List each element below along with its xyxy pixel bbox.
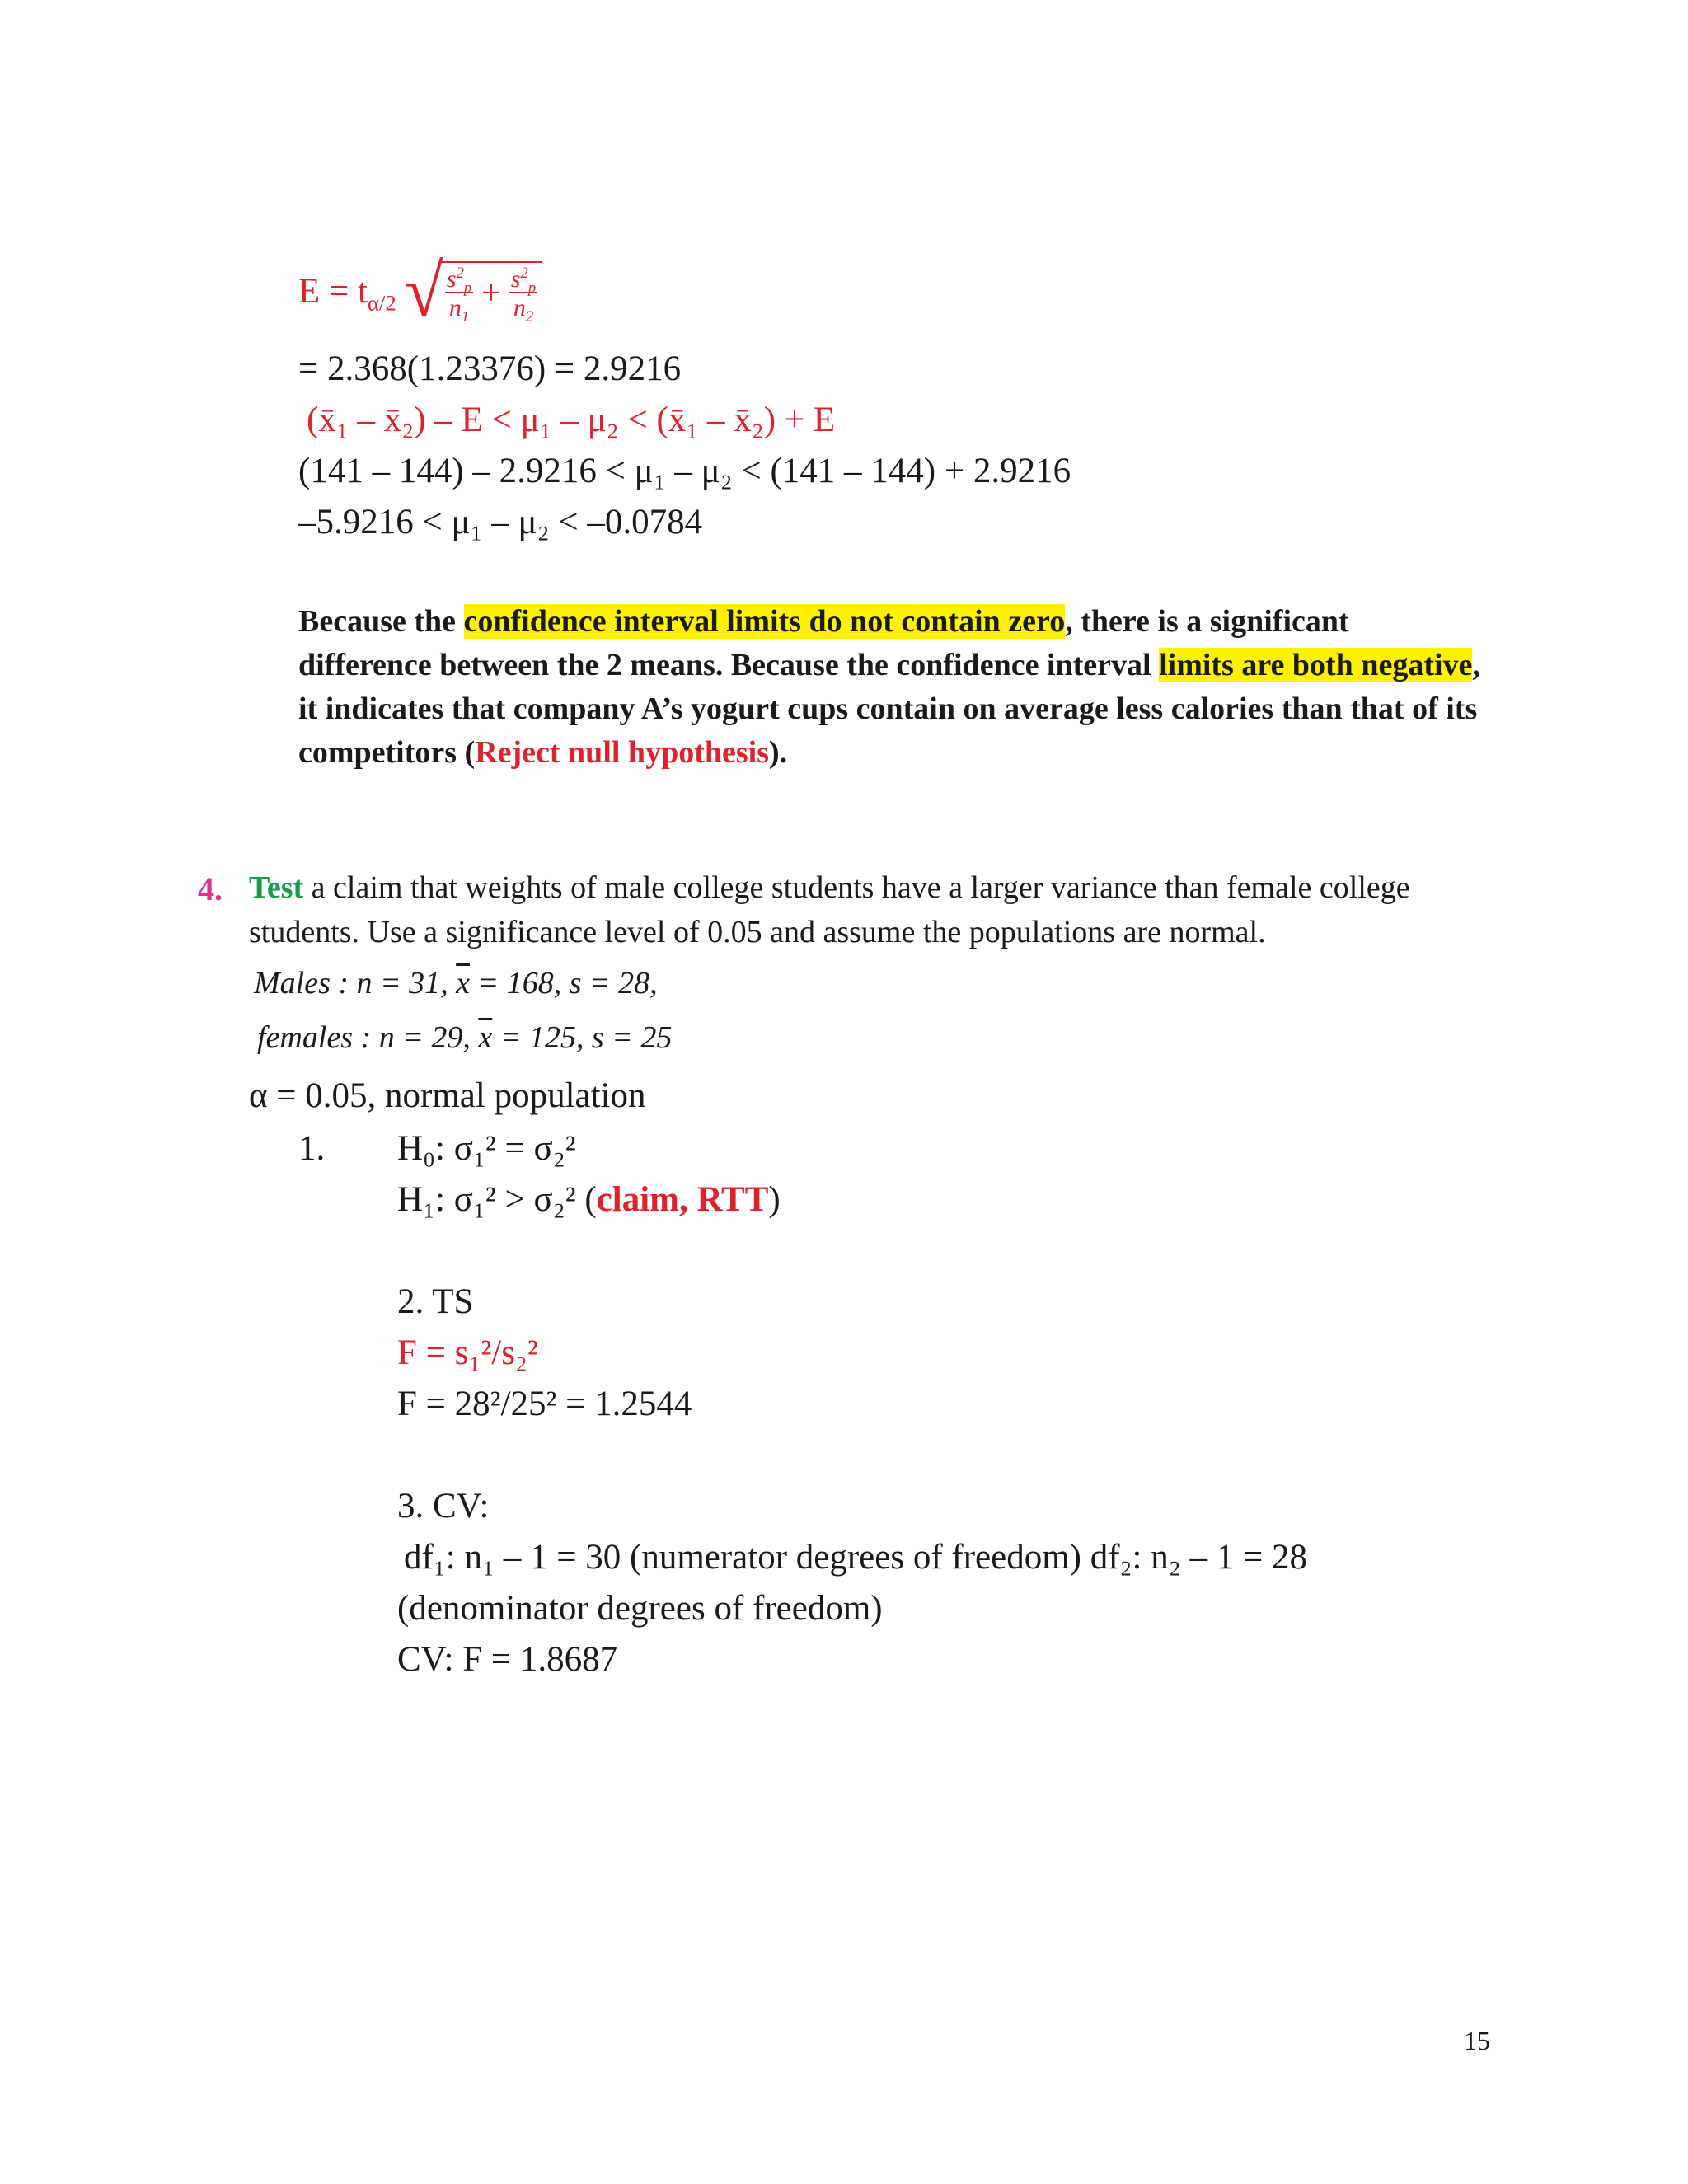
- e-label: $E = t_{\alpha/2}$: [298, 271, 396, 316]
- question-number: 4.: [198, 870, 223, 907]
- ci-result-line: –5.9216 < μ₁ – μ₂ < –0.0784: [298, 503, 703, 541]
- margin-of-error-formula: [298, 249, 542, 333]
- reject-null-text: Reject null hypothesis: [475, 735, 769, 770]
- ts-calculation: F = 28²/25² = 1.2544: [397, 1385, 692, 1423]
- page-number: 15: [1464, 2026, 1490, 2055]
- question-verb: Test: [249, 870, 304, 905]
- alt-hypothesis: H₁: σ₁² > σ₂² (claim, RTT): [397, 1180, 781, 1219]
- females-stats: females : n = 29, $\overline{x} = 125$, s = 25: [257, 1020, 673, 1055]
- step1-number: 1.: [298, 1129, 326, 1168]
- alpha-line: α = 0.05, normal population: [249, 1076, 646, 1115]
- step3-heading: 3. CV:: [397, 1487, 490, 1526]
- highlight-no-zero: confidence interval limits do not contain zero: [463, 604, 1066, 639]
- conclusion-paragraph: Because the confidence interval limits do not contain zero, there is a significant difference between the 2 means. Because the confidence interval limits are both negative, it indicates that company A’s yogurt cups contain on average less calories than that of its competitors (Reject null hypothesis).: [298, 604, 1480, 770]
- ci-general-formula: (x̄₁ – x̄₂) – E < μ₁ – μ₂ < (x̄₁ – x̄₂) + E: [307, 401, 836, 439]
- calc-line: = 2.368(1.23376) = 2.9216: [298, 349, 682, 388]
- sqrt-expression: [404, 249, 542, 333]
- ci-numeric-line: (141 – 144) – 2.9216 < μ₁ – μ₂ < (141 – 144) + 2.9216: [298, 452, 1071, 490]
- df-line-2: (denominator degrees of freedom): [397, 1589, 883, 1628]
- null-hypothesis: H₀: σ₁² = σ₂²: [397, 1129, 576, 1168]
- step2-heading: 2. TS: [397, 1282, 474, 1321]
- claim-rtt: claim, RTT: [596, 1180, 769, 1219]
- cv-line: CV: F = 1.8687: [397, 1640, 618, 1679]
- males-stats: Males : n = 31, $\overline{x} = 168$, s = 28,: [254, 966, 658, 1001]
- sqrt-fraction-2: $\frac{s^2_p}{n_2}$: [510, 264, 537, 326]
- question-text: Test a claim that weights of male college students have a larger variance than female college students. Use a significance level of 0.05 and assume the populations are normal.: [249, 870, 1410, 949]
- highlight-both-negative: limits are both negative: [1159, 648, 1473, 682]
- ts-formula: F = s₁²/s₂²: [397, 1333, 538, 1372]
- radical-sign: √: [404, 249, 443, 333]
- sqrt-fraction-1: $\frac{s^2_p}{n_1}$: [446, 264, 472, 326]
- plus-sign: +: [481, 274, 501, 312]
- df-line-1: df₁: n₁ – 1 = 30 (numerator degrees of freedom) df₂: n₂ – 1 = 28: [404, 1538, 1307, 1577]
